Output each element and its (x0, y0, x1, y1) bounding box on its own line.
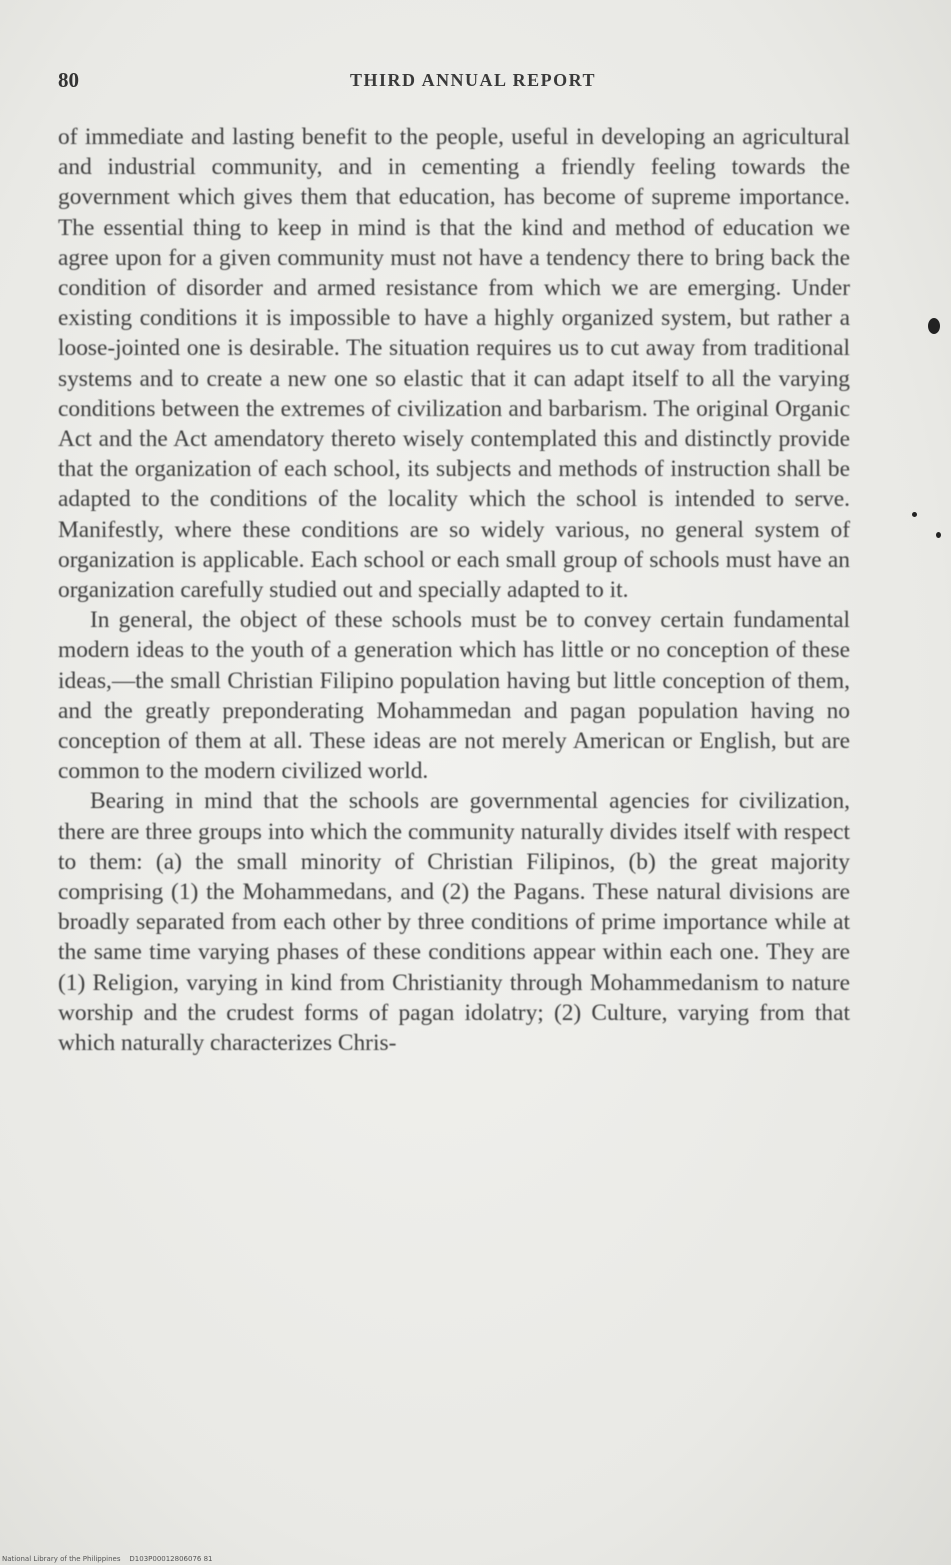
page-number: 80 (58, 68, 79, 92)
paragraph-1: of immediate and lasting benefit to the people, useful in developing an agricultural and industrial community, and in cementing a friendly feeling towards the government which gives them that education, has become of supreme importance. The essential thing to keep in mind is that the kind and method of education we agree upon for a given community must not have a tendency there to bring back the condition of disorder and armed resistance from which we are emerging. Under existing conditions it is impossible to have a highly organized system, but rather a loose-jointed one is desirable. The situation requires us to cut away from traditional systems and to create a new one so elastic that it can adapt itself to all the varying conditions between the extremes of civilization and barbarism. The original Organic Act and the Act amendatory thereto wisely contemplated this and distinctly provide that the organization of each school, its subjects and methods of instruction shall be adapted to the conditions of the locality which the school is intended to serve. Manifestly, where these conditions are so widely various, no general system of organization is applicable. Each school or each small group of schools must have an organization carefully studied out and specially adapted to it. (58, 124, 850, 604)
scan-speck (936, 532, 941, 538)
page-header (58, 68, 848, 98)
scan-speck (928, 318, 940, 334)
digitization-credit: National Library of the Philippines D103P00012806076 81 (2, 1555, 213, 1563)
body-text (58, 122, 850, 1058)
paragraph-2: In general, the object of these schools must be to convey certain fundamental modern ideas to the youth of a generation which has little or no conception of these ideas,—the small Christian Filipino population having but little conception of them, and the greatly preponderating Mohammedan and pagan population having no conception of them at all. These ideas are not merely American or English, but are common to the modern civilized world. (58, 607, 850, 785)
paragraph-3: Bearing in mind that the schools are governmental agencies for civilization, there are three groups into which the community naturally divides itself with respect to them: (a) the small minority of Christian Filipinos, (b) the great majority comprising (1) the Mohammedans, and (2) the Pagans. These natural divisions are broadly separated from each other by three conditions of prime importance while at the same time varying phases of these conditions appear within each one. They are (1) Religion, varying in kind from Christianity through Mohammedanism to nature worship and the crudest forms of pagan idolatry; (2) Culture, varying from that which naturally characterizes Chris- (58, 788, 850, 1057)
running-title: THIRD ANNUAL REPORT (350, 70, 596, 90)
scan-speck (912, 512, 917, 517)
